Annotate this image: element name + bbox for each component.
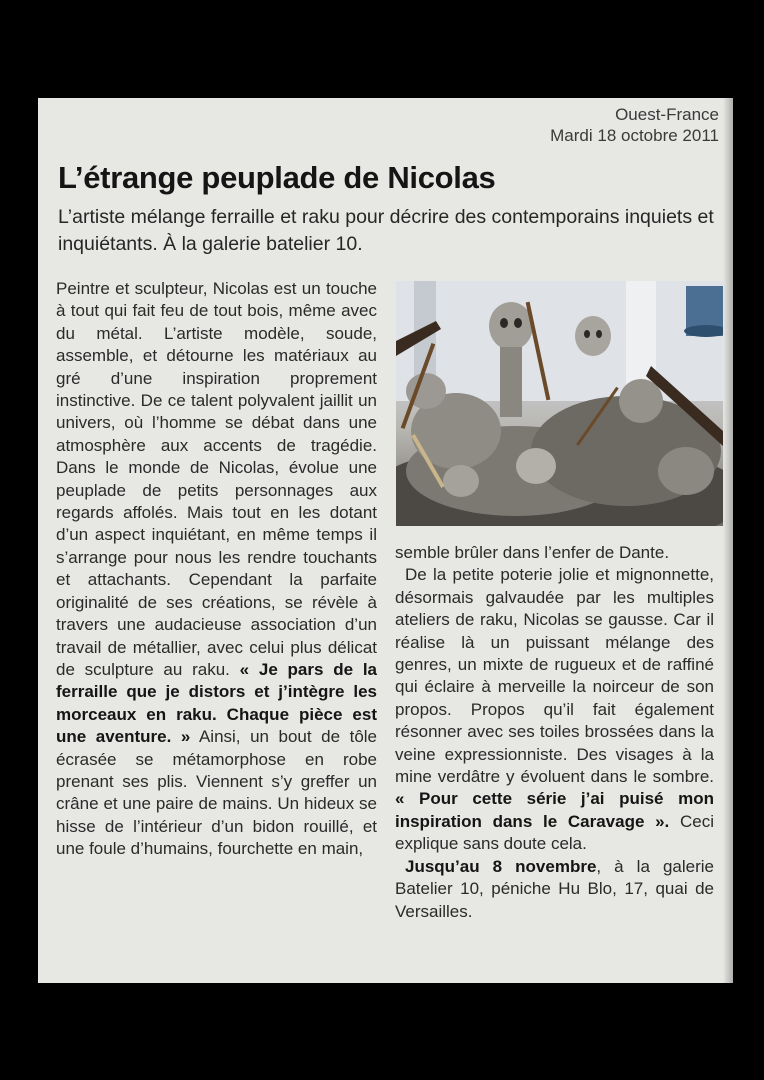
exhibition-venue: , à la galerie Batelier 10, péniche Hu Blo, 17, quai de Versailles. bbox=[395, 856, 714, 921]
newspaper-name: Ouest-France bbox=[615, 105, 719, 124]
sculpture-photo bbox=[396, 281, 723, 526]
paragraph-3-dates bbox=[395, 856, 714, 923]
artist-quote-1: « Je pars de la ferraille que je distors et j’intègre les morceaux en raku. Chaque pièce est une aventure. » bbox=[56, 659, 378, 747]
paragraph-1 bbox=[56, 278, 377, 861]
paragraph-1-text: Peintre et sculpteur, Nicolas est un touche à tout qui fait feu de tout bois, même avec du métal. L’artiste modèle, soude, assemble, et détourne les matériaux au gré d’une inspiration proprement instinctive. De ce talent polyvalent jaillit un univers, où l’homme se débat dans une atmosphère aux accents de tragédie. Dans le monde de Nicolas, évolue une peuplade de petits personnages aux regards affolés. Mais tout en les dotant d’un aspect inquiétant, en même temps il s’arrange pour nous les rendre touchants et attachants. Cependant la parfaite originalité de ses créations, se révèle à travers une audacieuse association d’un travail de métallier, avec celui plus délicat de sculpture au raku. bbox=[56, 279, 377, 679]
paragraph-2-text: De la petite poterie jolie et mignonnette, désormais galvaudée par les multiples ateliers de raku, Nicolas se gausse. Car il réalise là un puissant mélange des genres, un mixte de rugueux et de raffiné qui éclaire à merveille la noirceur de son propos. Propos qu’il fait également résonner avec ses toiles brossées dans la veine expressionniste. Des visages à la mine verdâtre y évoluent dans le sombre. bbox=[395, 565, 714, 787]
paragraph-2-end: Ceci explique sans doute cela. bbox=[395, 811, 714, 854]
headline: L’étrange peuplade de Nicolas bbox=[58, 160, 496, 195]
sculpture-illustration bbox=[396, 281, 723, 526]
paragraph-continuation: semble brûler dans l’enfer de Dante. bbox=[395, 543, 670, 562]
right-column bbox=[395, 542, 714, 923]
source-info bbox=[550, 104, 719, 146]
artist-quote-2: « Pour cette série j’ai puisé mon inspiration dans le Caravage ». bbox=[395, 789, 714, 831]
deck-subtitle: L’artiste mélange ferraille et raku pour décrire des contemporains inquiets et inquiétants. À la galerie batelier 10. bbox=[58, 206, 714, 255]
publication-date: Mardi 18 octobre 2011 bbox=[550, 126, 719, 145]
exhibition-end-date: Jusqu’au 8 novembre bbox=[405, 856, 597, 876]
left-column bbox=[56, 278, 377, 861]
newspaper-clipping bbox=[38, 98, 733, 983]
paragraph-1-end: Ainsi, un bout de tôle écrasée se métamorphose en robe prenant ses plis. Viennent s’y greffer un crâne et une paire de mains. Un hideux se hisse de l’intérieur d’un bidon rouillé, et une foule d’humains, fourchette en main, bbox=[56, 727, 378, 859]
paragraph-2 bbox=[395, 564, 714, 855]
